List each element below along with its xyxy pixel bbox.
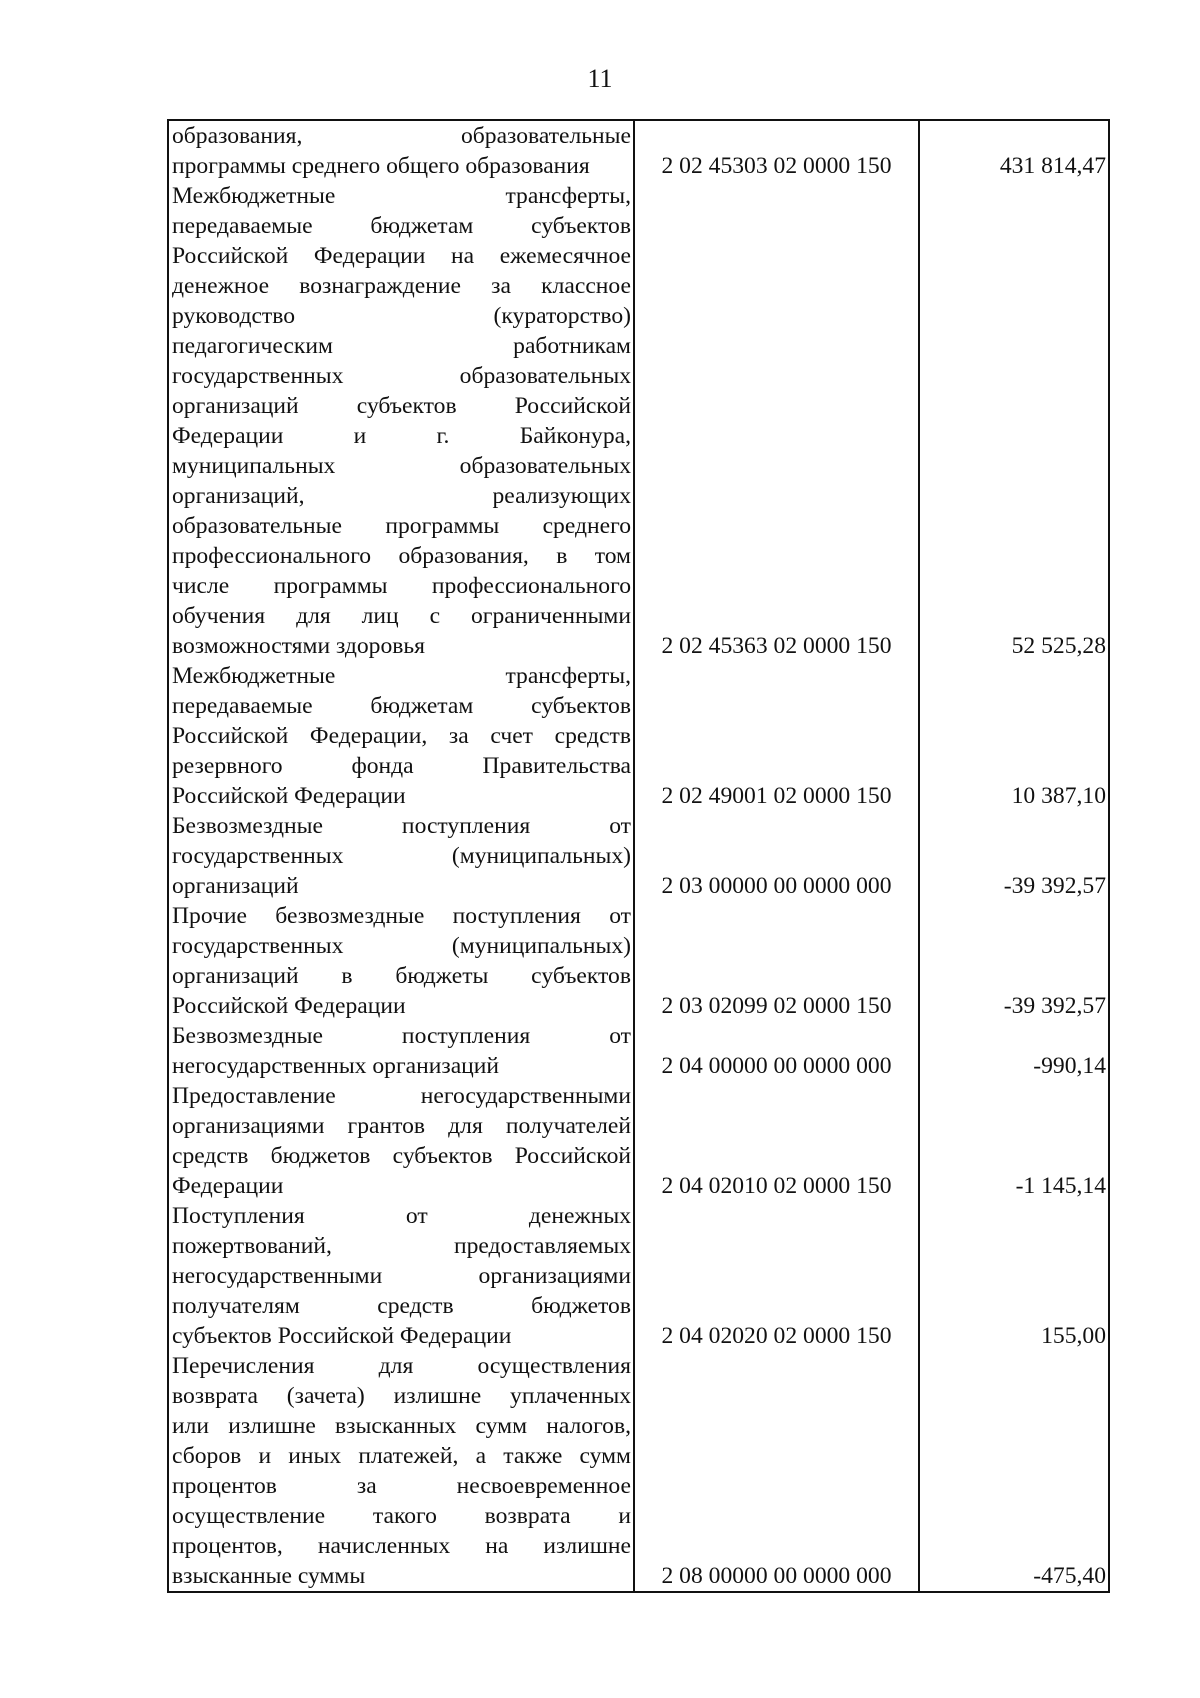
table-row (168, 1021, 1109, 1081)
description-line: Поступления от денежных (172, 1203, 631, 1229)
amount: 10 387,10 (919, 661, 1109, 811)
description-line: образования, образовательные (172, 123, 631, 149)
description-line: государственных образовательных (172, 363, 631, 389)
description-line: средств бюджетов субъектов Российской (172, 1143, 631, 1169)
amount: -39 392,57 (919, 811, 1109, 901)
description-line: Прочие безвозмездные поступления от (172, 903, 631, 929)
description-line: профессионального образования, в том (172, 543, 631, 569)
budget-revenue-table (167, 119, 1110, 1593)
amount: -39 392,57 (919, 901, 1109, 1021)
table-row (168, 120, 1109, 181)
description-line: Федерации (172, 1173, 284, 1199)
page-number: 11 (587, 64, 613, 93)
description-line: организаций в бюджеты субъектов (172, 963, 631, 989)
description-line: возврата (зачета) излишне уплаченных (172, 1383, 631, 1409)
description-line: организаций субъектов Российской (172, 393, 631, 419)
row-description (168, 120, 634, 181)
description-line: субъектов Российской Федерации (172, 1323, 512, 1349)
row-description (168, 1201, 634, 1351)
description-line: негосударственными организациями (172, 1263, 631, 1289)
amount: 52 525,28 (919, 181, 1109, 661)
row-description (168, 1081, 634, 1201)
description-line: Предоставление негосударственными (172, 1083, 631, 1109)
description-line: сборов и иных платежей, а также сумм (172, 1443, 631, 1469)
budget-classification-code: 2 03 00000 00 0000 000 (634, 811, 919, 901)
budget-classification-code: 2 02 49001 02 0000 150 (634, 661, 919, 811)
description-line: получателям средств бюджетов (172, 1293, 631, 1319)
description-line: или излишне взысканных сумм налогов, (172, 1413, 631, 1439)
description-line: обучения для лиц с ограниченными (172, 603, 631, 629)
table-body (168, 120, 1109, 1592)
description-line: Безвозмездные поступления от (172, 813, 631, 839)
table-row (168, 1201, 1109, 1351)
table-row (168, 661, 1109, 811)
description-line: взысканные суммы (172, 1563, 366, 1589)
description-line: Российской Федерации (172, 993, 406, 1019)
description-line: образовательные программы среднего (172, 513, 631, 539)
budget-classification-code: 2 04 02020 02 0000 150 (634, 1201, 919, 1351)
description-line: руководство (кураторство) (172, 303, 631, 329)
row-description (168, 1351, 634, 1592)
description-line: пожертвований, предоставляемых (172, 1233, 631, 1259)
description-line: Межбюджетные трансферты, (172, 663, 631, 689)
description-line: Российской Федерации, за счет средств (172, 723, 631, 749)
description-line: резервного фонда Правительства (172, 753, 631, 779)
description-line: Федерации и г. Байконура, (172, 423, 631, 449)
amount: 431 814,47 (919, 120, 1109, 181)
description-line: организациями грантов для получателей (172, 1113, 631, 1139)
amount: -475,40 (919, 1351, 1109, 1592)
description-line: денежное вознаграждение за классное (172, 273, 631, 299)
description-line: программы среднего общего образования (172, 153, 590, 179)
amount: -1 145,14 (919, 1081, 1109, 1201)
description-line: передаваемые бюджетам субъектов (172, 213, 631, 239)
budget-classification-code: 2 02 45363 02 0000 150 (634, 181, 919, 661)
row-description (168, 811, 634, 901)
budget-classification-code: 2 08 00000 00 0000 000 (634, 1351, 919, 1592)
row-description (168, 661, 634, 811)
table-row (168, 811, 1109, 901)
amount: -990,14 (919, 1021, 1109, 1081)
table-row (168, 901, 1109, 1021)
description-line: негосударственных организаций (172, 1053, 500, 1079)
description-line: Перечисления для осуществления (172, 1353, 631, 1379)
row-description (168, 901, 634, 1021)
row-description (168, 181, 634, 661)
table-row (168, 1351, 1109, 1592)
description-line: передаваемые бюджетам субъектов (172, 693, 631, 719)
description-line: Российской Федерации на ежемесячное (172, 243, 631, 269)
description-line: Безвозмездные поступления от (172, 1023, 631, 1049)
table-row (168, 1081, 1109, 1201)
description-line: государственных (муниципальных) (172, 933, 631, 959)
budget-classification-code: 2 02 45303 02 0000 150 (634, 120, 919, 181)
description-line: Российской Федерации (172, 783, 406, 809)
description-line: Межбюджетные трансферты, (172, 183, 631, 209)
description-line: процентов, начисленных на излишне (172, 1533, 631, 1559)
description-line: организаций (172, 873, 299, 899)
table-row (168, 181, 1109, 661)
budget-classification-code: 2 03 02099 02 0000 150 (634, 901, 919, 1021)
budget-classification-code: 2 04 02010 02 0000 150 (634, 1081, 919, 1201)
description-line: муниципальных образовательных (172, 453, 631, 479)
description-line: организаций, реализующих (172, 483, 631, 509)
description-line: педагогическим работникам (172, 333, 631, 359)
description-line: государственных (муниципальных) (172, 843, 631, 869)
description-line: осуществление такого возврата и (172, 1503, 631, 1529)
budget-classification-code: 2 04 00000 00 0000 000 (634, 1021, 919, 1081)
description-line: процентов за несвоевременное (172, 1473, 631, 1499)
row-description (168, 1021, 634, 1081)
description-line: возможностями здоровья (172, 633, 426, 659)
description-line: числе программы профессионального (172, 573, 631, 599)
amount: 155,00 (919, 1201, 1109, 1351)
